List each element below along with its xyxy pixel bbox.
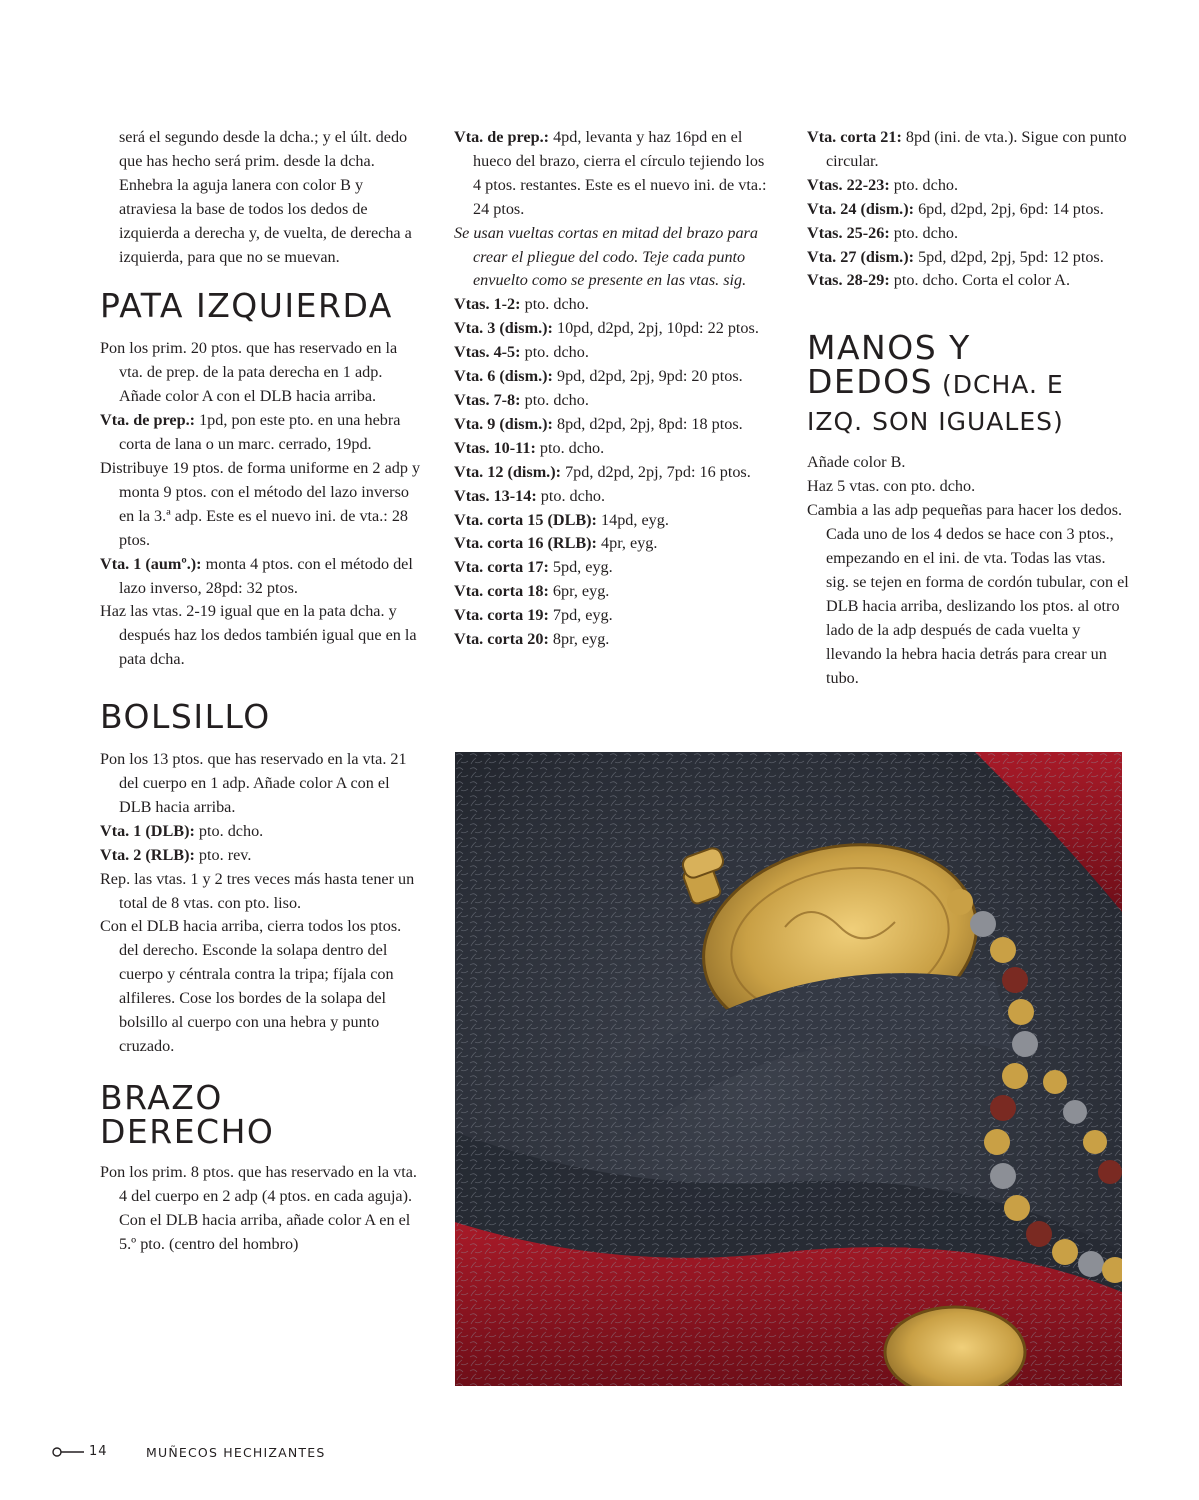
- row-text: 4pr, eyg.: [596, 534, 658, 553]
- row-text: pto. dcho.: [194, 821, 264, 840]
- row-label: Vta. corta 15 (DLB):: [454, 510, 597, 529]
- paragraph: Con el DLB hacia arriba, cierra todos los ptos. del derecho. Esconde la solapa dentro del cuerpo y céntrala contra la tripa; fíjala con alfileres. Cose los bordes de la solapa del bolsillo al cuerpo con una hebra y punto cruzado.: [100, 917, 402, 1055]
- row-text: pto. dcho.: [520, 295, 589, 314]
- row-label: Vta. corta 18:: [454, 582, 549, 601]
- row-text: 6pd, d2pd, 2pj, 6pd: 14 ptos.: [914, 199, 1104, 218]
- instruction-row: [454, 461, 774, 485]
- key-icon: [52, 1446, 84, 1458]
- row-label: Vtas. 25-26:: [807, 223, 890, 242]
- row-text: 8pd, d2pd, 2pj, 8pd: 18 ptos.: [552, 414, 743, 433]
- row-text: pto. dcho.: [520, 343, 589, 362]
- row-list: [454, 293, 774, 652]
- instruction-row: [807, 222, 1129, 246]
- note-paragraph: Se usan vueltas cortas en mitad del brazo para crear el pliegue del codo. Teje cada punto envuelto como se presente en las vtas. sig.: [454, 223, 758, 290]
- row-label: Vta. 1 (aumº.):: [100, 554, 202, 573]
- heading-line: DERECHO: [100, 1111, 275, 1151]
- column-left: [100, 126, 422, 1257]
- row-text: pto. dcho.: [520, 390, 589, 409]
- row-label: Vta. de prep.:: [100, 411, 196, 430]
- instruction-row: [454, 389, 774, 413]
- instruction-row: [454, 628, 774, 652]
- instruction-row: [454, 293, 774, 317]
- intro-paragraph: será el segundo desde la dcha.; y el últ. dedo que has hecho será prim. desde la dcha. Enhebra la aguja lanera con color B y atraviesa la base de todos los dedos de izquierda a derecha y, de vuelta, de derecha a izquierda, para que no se muevan.: [119, 128, 412, 266]
- row-label: Vtas. 28-29:: [807, 271, 890, 290]
- row-label: Vtas. 10-11:: [454, 438, 536, 457]
- row-text: monta 4 ptos. con el método del lazo inverso, 28pd: 32 ptos.: [119, 554, 413, 597]
- book-title: MUÑECOS HECHIZANTES: [146, 1445, 326, 1460]
- row-label: Vta. de prep.:: [454, 128, 550, 146]
- heading-line: MANOS Y: [807, 328, 971, 368]
- row-label: Vta. 1 (DLB):: [100, 821, 195, 840]
- row-text: 8pd (ini. de vta.). Sigue con punto circular.: [826, 128, 1127, 170]
- instruction-row: [807, 126, 1129, 174]
- row-text: 7pd, d2pd, 2pj, 7pd: 16 ptos.: [561, 462, 751, 481]
- heading-brazo-derecho: [100, 1077, 422, 1151]
- row-text: pto. dcho.: [535, 438, 605, 457]
- paragraph: [100, 844, 422, 868]
- instruction-row: [807, 246, 1129, 270]
- row-text: 5pd, d2pd, 2pj, 5pd: 12 ptos.: [914, 247, 1104, 266]
- paragraph: [100, 820, 422, 844]
- heading-sub: IZQ. SON IGUALES): [807, 407, 1064, 437]
- paragraph: Distribuye 19 ptos. de forma uniforme en 2 adp y monta 9 ptos. con el método del lazo inverso en la 3.ª adp. Este es el nuevo ini. de vta.: 28 ptos.: [100, 458, 421, 549]
- row-text: pto. dcho. Corta el color A.: [889, 271, 1071, 290]
- instruction-row: [807, 174, 1129, 198]
- heading-line: BRAZO: [100, 1077, 223, 1117]
- row-label: Vta. 6 (dism.):: [454, 367, 553, 386]
- instruction-row: [454, 317, 774, 341]
- row-label: Vta. corta 20:: [454, 630, 549, 649]
- column-middle: [454, 126, 774, 652]
- row-label: Vta. 9 (dism.):: [454, 414, 553, 433]
- heading-line: DEDOS: [807, 362, 934, 402]
- row-text: pto. rev.: [194, 845, 252, 864]
- row-text: pto. dcho.: [536, 486, 606, 505]
- column-right: [807, 126, 1129, 690]
- paragraph: Cambia a las adp pequeñas para hacer los dedos. Cada uno de los 4 dedos se hace con 3 ptos., empezando en el ini. de vta. Todas las vtas. sig. se tejen en forma de cordón tubular, con el DLB hacia arriba, deslizando los ptos. al otro lado de la adp después de cada vuelta y llevando la hebra hacia detrás para crear un tubo.: [807, 501, 1129, 687]
- gold-coin: [885, 1307, 1025, 1386]
- row-label: Vtas. 1-2:: [454, 295, 521, 314]
- paragraph: Rep. las vtas. 1 y 2 tres veces más hasta tener un total de 8 vtas. con pto. liso.: [100, 869, 415, 912]
- row-text: 4pd, levanta y haz 16pd en el hueco del brazo, cierra el círculo tejiendo los 4 ptos. restantes. Este es el nuevo ini. de vta.: 24 ptos.: [473, 128, 767, 218]
- paragraph: Añade color B.: [807, 453, 906, 472]
- row-label: Vta. 2 (RLB):: [100, 845, 195, 864]
- paragraph: [100, 409, 422, 457]
- instruction-row: [454, 509, 774, 533]
- instruction-row: [454, 437, 774, 461]
- row-label: Vta. 12 (dism.):: [454, 462, 562, 481]
- photo-pocket-watch: [455, 752, 1122, 1386]
- paragraph: [454, 126, 774, 222]
- row-label: Vta. corta 21:: [807, 128, 902, 146]
- row-text: 8pr, eyg.: [548, 630, 610, 649]
- paragraph: Haz las vtas. 2-19 igual que en la pata dcha. y después haz los dedos también igual que en la pata dcha.: [100, 602, 417, 669]
- row-text: 1pd, pon este pto. en una hebra corta de lana o un marc. cerrado, 19pd.: [119, 411, 401, 454]
- instruction-row: [454, 604, 774, 628]
- paragraph: Haz 5 vtas. con pto. dcho.: [807, 477, 976, 496]
- instruction-row: [454, 532, 774, 556]
- instruction-row: [454, 365, 774, 389]
- row-text: 6pr, eyg.: [548, 582, 610, 601]
- row-label: Vta. 27 (dism.):: [807, 247, 915, 266]
- row-label: Vta. 24 (dism.):: [807, 199, 915, 218]
- row-text: 7pd, eyg.: [548, 606, 613, 625]
- row-text: 5pd, eyg.: [548, 558, 613, 577]
- row-label: Vtas. 13-14:: [454, 486, 537, 505]
- row-text: pto. dcho.: [889, 175, 959, 194]
- paragraph: Pon los 13 ptos. que has reservado en la vta. 21 del cuerpo en 1 adp. Añade color A con el DLB hacia arriba.: [100, 750, 407, 816]
- row-label: Vtas. 22-23:: [807, 175, 890, 194]
- heading-manos-y-dedos: [807, 328, 1129, 439]
- instruction-row: [454, 556, 774, 580]
- row-label: Vta. corta 19:: [454, 606, 549, 625]
- row-text: 9pd, d2pd, 2pj, 9pd: 20 ptos.: [552, 367, 743, 386]
- instruction-row: [454, 485, 774, 509]
- row-label: Vtas. 7-8:: [454, 390, 521, 409]
- row-label: Vta. 3 (dism.):: [454, 319, 553, 338]
- instruction-row: [454, 580, 774, 604]
- heading-bolsillo: BOLSILLO: [100, 697, 271, 737]
- row-text: 14pd, eyg.: [596, 510, 669, 529]
- page-number: 14: [89, 1444, 108, 1459]
- instruction-row: [454, 341, 774, 365]
- row-label: Vta. corta 17:: [454, 558, 549, 577]
- instruction-row: [454, 413, 774, 437]
- heading-sub: (DCHA. E: [933, 370, 1064, 400]
- instruction-row: [807, 269, 1129, 293]
- paragraph: Pon los prim. 8 ptos. que has reservado en la vta. 4 del cuerpo en 2 adp (4 ptos. en cada aguja). Con el DLB hacia arriba, añade color A en el 5.º pto. (centro del hombro): [100, 1162, 417, 1253]
- row-label: Vtas. 4-5:: [454, 343, 521, 362]
- row-label: Vta. corta 16 (RLB):: [454, 534, 597, 553]
- row-text: pto. dcho.: [889, 223, 959, 242]
- heading-pata-izquierda: PATA IZQUIERDA: [100, 286, 393, 326]
- photo-illustration: [455, 752, 1122, 1386]
- instruction-row: [807, 198, 1129, 222]
- paragraph: [100, 553, 422, 601]
- row-text: 10pd, d2pd, 2pj, 10pd: 22 ptos.: [552, 319, 759, 338]
- paragraph: Pon los prim. 20 ptos. que has reservado en la vta. de prep. de la pata derecha en 1 adp. Añade color A con el DLB hacia arriba.: [100, 339, 398, 406]
- row-list: [807, 126, 1129, 293]
